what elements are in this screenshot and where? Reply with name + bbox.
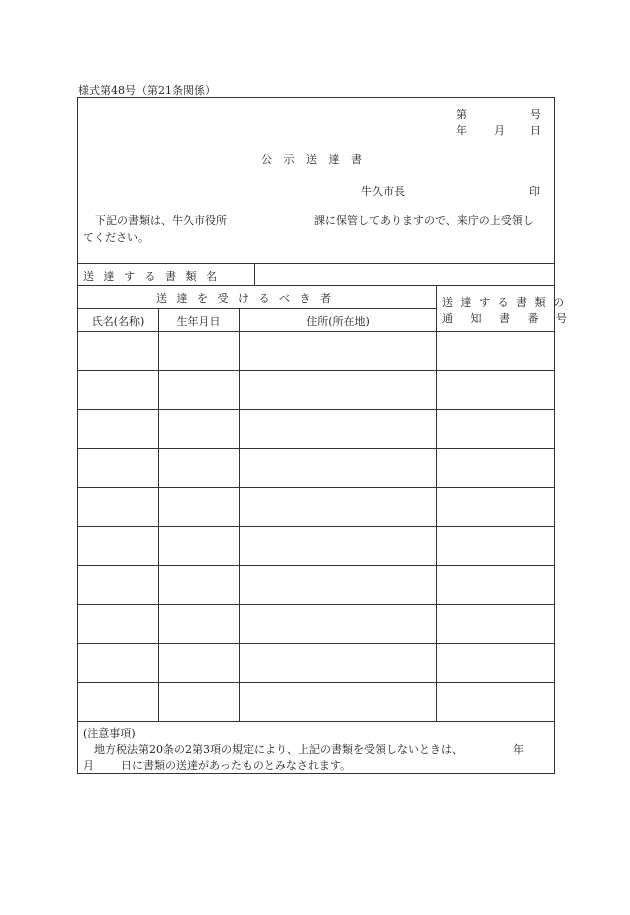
table-row	[78, 370, 554, 371]
date-year: 年	[456, 124, 467, 137]
body-text-part1: 下記の書類は、牛久市役所	[95, 214, 227, 227]
column-header-birthdate: 生年月日	[176, 315, 221, 328]
divider	[254, 263, 255, 285]
notes-month: 月	[83, 759, 94, 772]
table-row	[78, 409, 554, 410]
table-row	[78, 448, 554, 449]
doc-number-suffix: 号	[530, 108, 541, 121]
notice-number-header-line2: 通 知 書 番 号	[442, 312, 574, 325]
divider	[78, 308, 436, 309]
table-row	[78, 721, 554, 722]
form-frame	[77, 97, 574, 774]
doc-number-prefix: 第	[456, 108, 467, 121]
notes-text-part2: 日に書類の送達があったものとみなされます。	[121, 759, 352, 772]
body-text-line2: てください。	[83, 231, 149, 244]
table-row	[78, 604, 554, 605]
notes-heading: (注意事項)	[83, 727, 136, 740]
divider	[78, 285, 554, 286]
table-row	[78, 331, 554, 332]
document-title: 公 示 送 達 書	[261, 153, 366, 166]
table-row	[78, 682, 554, 683]
table-row	[78, 565, 554, 566]
body-text-part2: 課に保管してありますので、来庁の上受領し	[314, 214, 534, 227]
document-name-label: 送 達 す る 書 類 名	[83, 270, 220, 283]
recipient-header: 送 達 を 受 け る べ き 者	[156, 292, 334, 305]
divider	[78, 263, 554, 264]
column-header-address: 住所(所在地)	[306, 315, 370, 328]
table-row	[78, 487, 554, 488]
form-number-label: 様式第48号（第21条関係）	[78, 84, 216, 97]
table-row	[78, 643, 554, 644]
seal-mark: 印	[529, 185, 540, 198]
date-day: 日	[530, 124, 541, 137]
notes-year: 年	[513, 743, 524, 756]
notice-number-header-line1: 送 達 す る 書 類 の	[442, 296, 566, 309]
notes-text-part1: 地方税法第20条の2第3項の規定により、上記の書類を受領しないときは、	[94, 743, 463, 756]
table-row	[78, 526, 554, 527]
date-month: 月	[494, 124, 505, 137]
issuer-name: 牛久市長	[361, 185, 405, 198]
column-header-name: 氏名(名称)	[91, 315, 145, 328]
divider	[436, 285, 437, 721]
